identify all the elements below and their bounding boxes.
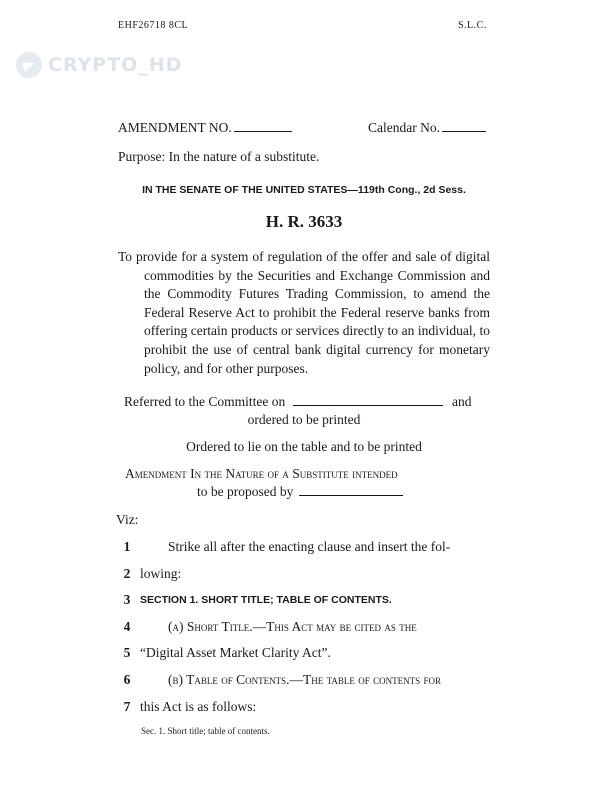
slc-header: S.L.C. bbox=[458, 20, 487, 31]
amendment-label: AMENDMENT NO. bbox=[118, 120, 232, 135]
line-text-1: Strike all after the enacting clause and insert the fol- bbox=[168, 539, 451, 554]
line-text-5: “Digital Asset Market Clarity Act”. bbox=[140, 645, 331, 660]
calendar-label: Calendar No. bbox=[368, 120, 440, 135]
line-number-3: 3 bbox=[123, 592, 131, 607]
line-number-4: 4 bbox=[123, 619, 131, 634]
line-number-7: 7 bbox=[123, 699, 131, 714]
referred-and: and bbox=[451, 394, 472, 409]
senate-line: IN THE SENATE OF THE UNITED STATES—119th Cong., 2d Sess. bbox=[142, 184, 466, 196]
referred-text: Referred to the Committee on bbox=[124, 394, 286, 409]
purpose-line: Purpose: In the nature of a substitute. bbox=[118, 149, 320, 164]
long-title-text: To provide for a system of regulation of the offer and sale of digital commodities by the Securities and Exchange Commission and the Commodity Futures Trading Commission, to amend the Federal Reserve Act to prohibit the Federal reserve banks from offering certain products or services directly to an individual, to prohibit the use of central bank digital currency for monetary policy, and for other purposes. bbox=[118, 249, 490, 376]
line-number-2: 2 bbox=[123, 566, 131, 581]
viz-label: Viz: bbox=[116, 512, 139, 527]
calendar-blank bbox=[442, 130, 486, 132]
amendment-number bbox=[118, 120, 292, 136]
doc-id-header: EHF26718 8CL bbox=[118, 20, 189, 31]
toc-entry: Sec. 1. Short title; table of contents. bbox=[141, 726, 270, 736]
section-heading: SECTION 1. SHORT TITLE; TABLE OF CONTENTS. bbox=[140, 594, 392, 606]
line-number-6: 6 bbox=[123, 672, 131, 687]
watermark bbox=[16, 52, 183, 78]
line-text-2: lowing: bbox=[140, 566, 182, 581]
calendar-number bbox=[368, 120, 486, 136]
bill-number: H. R. 3633 bbox=[265, 212, 343, 231]
watermark-text: CRYPTO_HD bbox=[48, 54, 183, 76]
committee-blank bbox=[293, 404, 443, 406]
proposer-blank bbox=[299, 494, 403, 496]
line-number-5: 5 bbox=[123, 645, 131, 660]
referred-line-2: ordered to be printed bbox=[247, 412, 361, 427]
line-text-4: (a) Short Title.—This Act may be cited as the bbox=[168, 619, 417, 634]
amendment-nature-line-2 bbox=[197, 484, 403, 500]
amendment-blank bbox=[234, 130, 292, 132]
referred-line-1 bbox=[124, 394, 471, 410]
amendment-nature-line-1: Amendment In the Nature of a Substitute intended bbox=[125, 466, 398, 481]
line-number-1: 1 bbox=[123, 539, 131, 554]
ordered-line: Ordered to lie on the table and to be printed bbox=[186, 439, 422, 454]
telegram-icon bbox=[16, 52, 42, 78]
line-text-6: (b) Table of Contents.—The table of contents for bbox=[168, 672, 442, 687]
line-text-7: this Act is as follows: bbox=[140, 699, 257, 714]
long-title bbox=[118, 248, 490, 378]
proposed-by-text: to be proposed by bbox=[197, 484, 294, 499]
